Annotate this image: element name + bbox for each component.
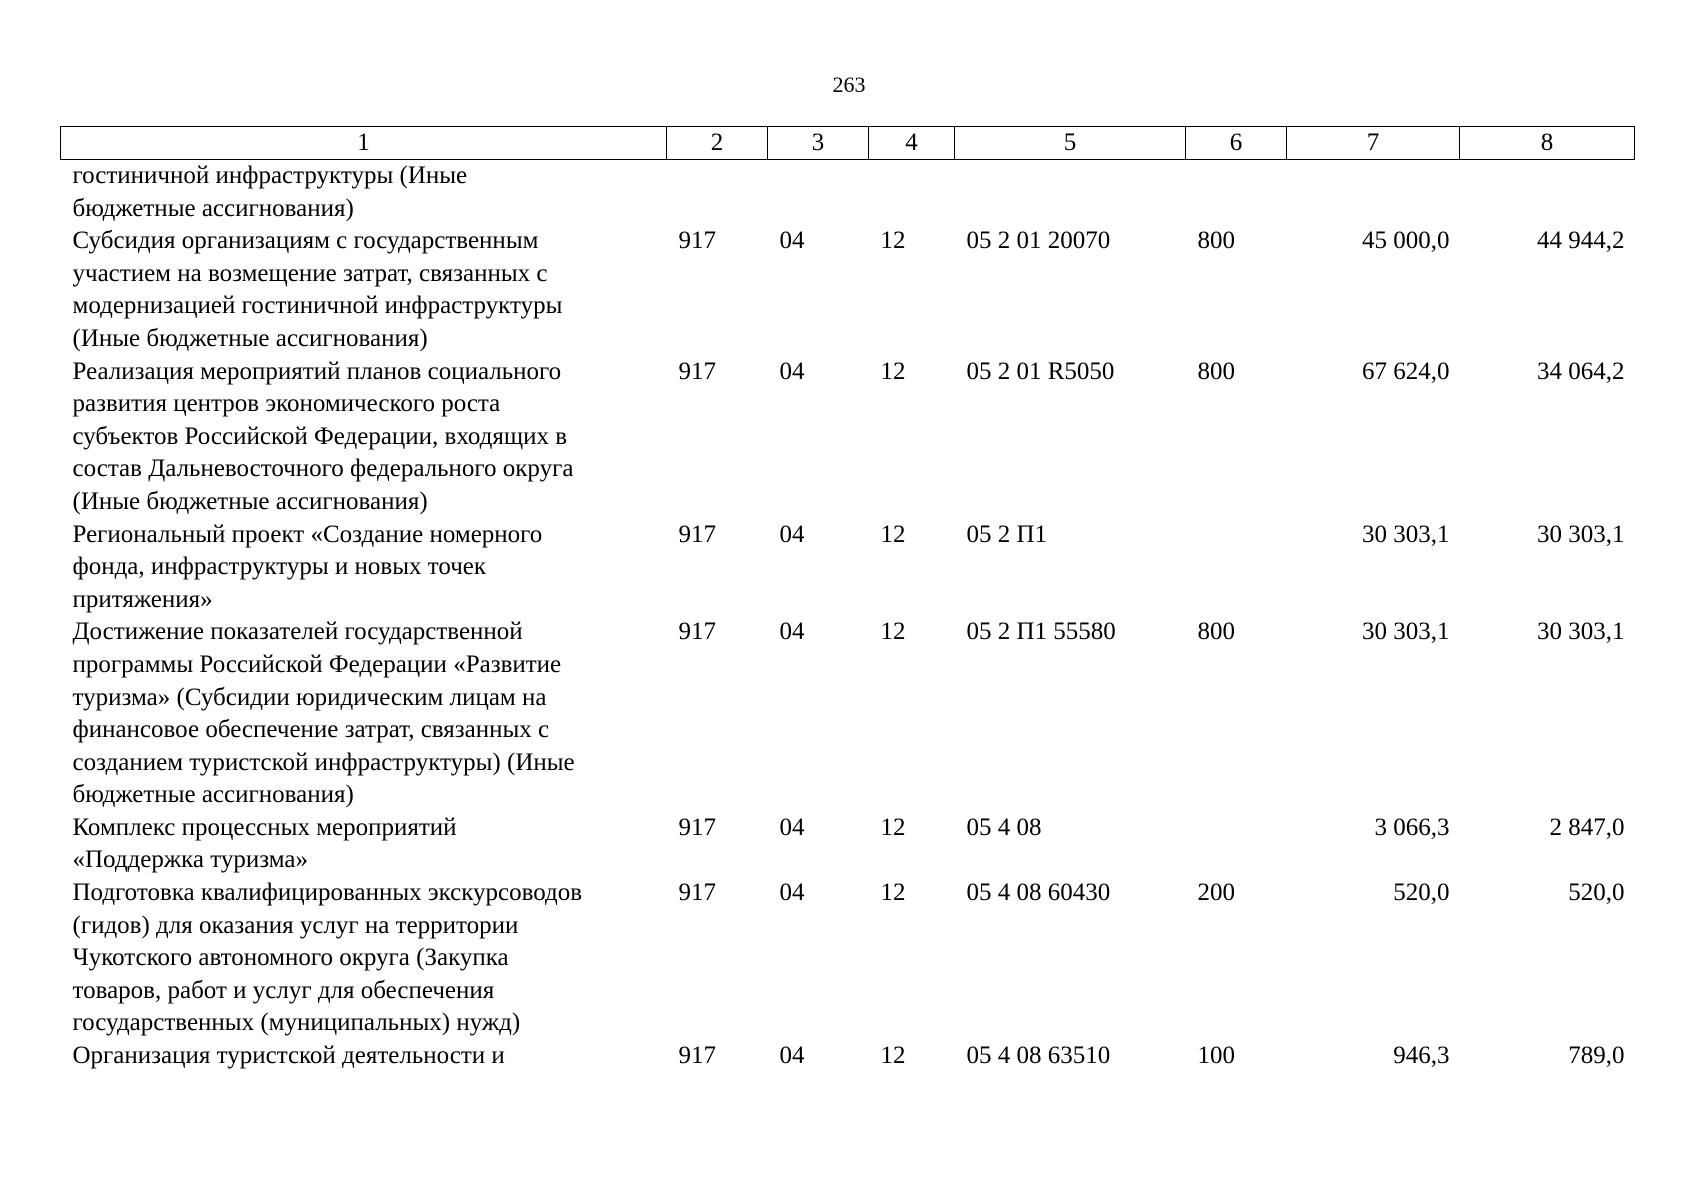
cell-ministry-code: 917 (678, 520, 716, 548)
cell-section: 04 (779, 813, 805, 841)
description-line: развития центров экономического роста (72, 390, 501, 418)
cell-ministry-code: 917 (678, 879, 716, 907)
budget-table (60, 126, 1635, 1073)
cell-planned-amount: 67 624,0 (1362, 357, 1450, 385)
cell-target-article: 05 2 01 R5050 (966, 357, 1115, 385)
description-line: туризма» (Субсидии юридическим лицам на (72, 683, 547, 711)
cell-ministry-code (667, 160, 768, 226)
cell-expense-type: 100 (1197, 1042, 1235, 1070)
description-line: (Иные бюджетные ассигнования) (72, 487, 428, 515)
cell-section: 04 (779, 520, 805, 548)
cell-planned-amount: 3 066,3 (1374, 813, 1450, 841)
table-row (61, 225, 1635, 355)
cell-subsection: 12 (880, 357, 906, 385)
table-row (61, 877, 1635, 1040)
cell-subsection: 12 (880, 520, 906, 548)
cell-subsection: 12 (880, 813, 906, 841)
cell-subsection: 12 (880, 618, 906, 646)
description-line: Субсидия организациям с государственным (72, 227, 539, 255)
header-col-3: 3 (768, 127, 869, 160)
table-row (61, 616, 1635, 812)
table-row (61, 812, 1635, 877)
cell-expense-type: 200 (1197, 879, 1235, 907)
cell-target-article: 05 2 01 20070 (966, 227, 1111, 255)
description-line: Реализация мероприятий планов социального (72, 357, 562, 385)
cell-executed-amount: 34 064,2 (1537, 357, 1625, 385)
description-line: притяжения» (72, 585, 213, 613)
description-line: Региональный проект «Создание номерного (72, 520, 543, 548)
description-line: Подготовка квалифицированных экскурсоводов (72, 879, 583, 907)
cell-planned-amount: 30 303,1 (1362, 520, 1450, 548)
description-line: финансовое обеспечение затрат, связанных с (72, 716, 550, 744)
row-description (61, 1040, 667, 1073)
cell-target-article (955, 160, 1186, 226)
cell-expense-type (1186, 519, 1287, 617)
description-line: Комплекс процессных мероприятий (72, 813, 457, 841)
table-row (61, 160, 1635, 226)
description-line: Достижение показателей государственной (72, 618, 523, 646)
description-line: фонда, инфраструктуры и новых точек (72, 553, 487, 581)
description-line: государственных (муниципальных) нужд) (72, 1009, 521, 1037)
cell-subsection: 12 (880, 1042, 906, 1070)
cell-target-article: 05 2 П1 (966, 520, 1048, 548)
cell-section: 04 (779, 357, 805, 385)
description-line: бюджетные ассигнования) (72, 781, 354, 809)
description-line: «Поддержка туризма» (72, 846, 308, 874)
row-description (61, 616, 667, 812)
cell-ministry-code: 917 (678, 357, 716, 385)
table-header (61, 127, 1635, 160)
description-line: товаров, работ и услуг для обеспечения (72, 976, 495, 1004)
header-col-6: 6 (1186, 127, 1287, 160)
header-col-1: 1 (61, 127, 667, 160)
cell-executed-amount: 789,0 (1568, 1042, 1625, 1070)
cell-expense-type: 800 (1197, 357, 1235, 385)
cell-section: 04 (779, 618, 805, 646)
row-description (61, 356, 667, 519)
table-body (61, 160, 1635, 1073)
cell-ministry-code: 917 (678, 618, 716, 646)
cell-ministry-code: 917 (678, 813, 716, 841)
description-line: программы Российской Федерации «Развитие (72, 650, 562, 678)
cell-planned-amount: 520,0 (1393, 879, 1450, 907)
cell-section (768, 160, 869, 226)
row-description (61, 225, 667, 355)
cell-target-article: 05 4 08 (966, 813, 1042, 841)
cell-executed-amount: 2 847,0 (1549, 813, 1625, 841)
header-col-2: 2 (667, 127, 768, 160)
table-row (61, 356, 1635, 519)
cell-ministry-code: 917 (678, 1042, 716, 1070)
header-col-4: 4 (869, 127, 955, 160)
description-line: состав Дальневосточного федерального округа (72, 455, 574, 483)
cell-planned-amount: 45 000,0 (1362, 227, 1450, 255)
header-col-5: 5 (955, 127, 1186, 160)
row-description (61, 519, 667, 617)
cell-executed-amount: 520,0 (1568, 879, 1625, 907)
cell-executed-amount: 30 303,1 (1537, 520, 1625, 548)
description-line: бюджетные ассигнования) (72, 194, 354, 222)
cell-planned-amount (1287, 160, 1460, 226)
description-line: гостиничной инфраструктуры (Иные (72, 162, 468, 189)
page-number: 263 (832, 72, 866, 97)
description-line: участием на возмещение затрат, связанных с (72, 259, 548, 287)
cell-planned-amount: 30 303,1 (1362, 618, 1450, 646)
cell-section: 04 (779, 1042, 805, 1070)
cell-expense-type (1186, 812, 1287, 877)
description-line: созданием туристской инфраструктуры) (Иные (72, 748, 575, 776)
row-description (61, 812, 667, 877)
description-line: (Иные бюджетные ассигнования) (72, 324, 428, 352)
cell-executed-amount: 30 303,1 (1537, 618, 1625, 646)
description-line: Организация туристской деятельности и (72, 1042, 505, 1070)
header-col-8: 8 (1460, 127, 1635, 160)
header-row (61, 127, 1635, 160)
description-line: (гидов) для оказания услуг на территории (72, 911, 519, 939)
cell-target-article: 05 4 08 63510 (966, 1042, 1111, 1070)
description-line: субъектов Российской Федерации, входящих в (72, 422, 568, 450)
cell-expense-type: 800 (1197, 227, 1235, 255)
cell-subsection (869, 160, 955, 226)
cell-target-article: 05 2 П1 55580 (966, 618, 1116, 646)
cell-ministry-code: 917 (678, 227, 716, 255)
cell-executed-amount (1460, 160, 1635, 226)
cell-section: 04 (779, 227, 805, 255)
cell-subsection: 12 (880, 879, 906, 907)
cell-expense-type (1186, 160, 1287, 226)
table-row (61, 1040, 1635, 1073)
cell-planned-amount: 946,3 (1393, 1042, 1450, 1070)
row-description (61, 160, 667, 226)
cell-expense-type: 800 (1197, 618, 1235, 646)
table-row (61, 519, 1635, 617)
row-description (61, 877, 667, 1040)
cell-subsection: 12 (880, 227, 906, 255)
cell-target-article: 05 4 08 60430 (966, 879, 1111, 907)
description-line: модернизацией гостиничной инфраструктуры (72, 292, 563, 320)
cell-executed-amount: 44 944,2 (1537, 227, 1625, 255)
cell-section: 04 (779, 879, 805, 907)
description-line: Чукотского автономного округа (Закупка (72, 944, 509, 972)
budget-table-container (60, 126, 1634, 1073)
header-col-7: 7 (1287, 127, 1460, 160)
